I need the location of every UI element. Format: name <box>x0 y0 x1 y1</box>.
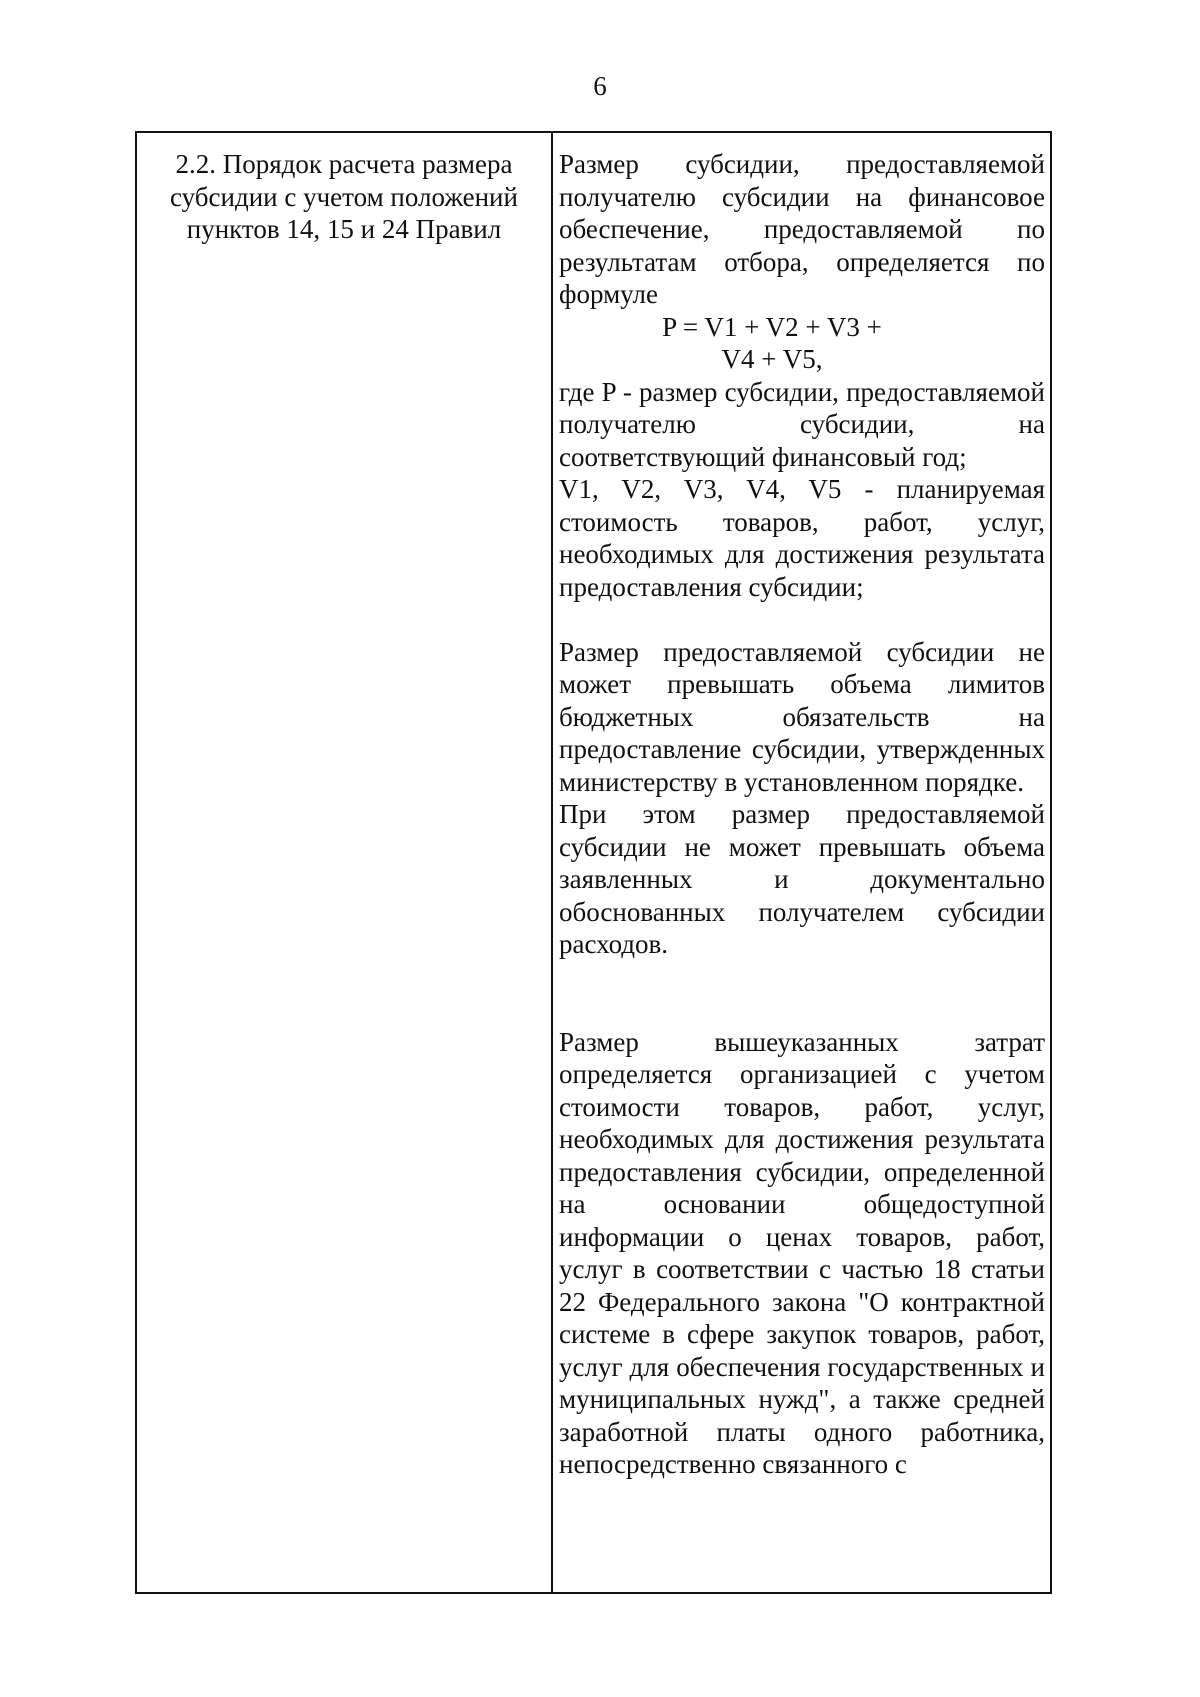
page-number: 6 <box>593 71 607 101</box>
definition-v-paragraph: V1, V2, V3, V4, V5 - планируемая стоимость товаров, работ, услуг, необходимых для достижения результата предоставления субсидии; <box>559 474 1045 602</box>
table-cell-section-title <box>137 133 553 1592</box>
definition-p-paragraph: где P - размер субсидии, предоставляемой получателю субсидии, на соответствующий финансовый год; <box>559 376 1045 472</box>
limit-paragraph: Размер предоставляемой субсидии не может превышать объема лимитов бюджетных обязательств на предоставление субсидии, утвержденных министерству в установленном порядке. <box>559 636 1045 797</box>
formula-intro-paragraph: Размер субсидии, предоставляемой получателю субсидии на финансовое обеспечение, предоставляемой по результатам отбора, определяется по формуле <box>559 149 1045 309</box>
table-cell-section-content <box>553 133 1050 1592</box>
section-label: 2.2. Порядок расчета размера субсидии с учетом положений пунктов 14, 15 и 24 Правил <box>170 149 518 244</box>
spacer <box>559 961 1045 1026</box>
formula-line-2: V4 + V5, <box>721 344 823 374</box>
spacer <box>559 603 1045 636</box>
costs-paragraph: Размер вышеуказанных затрат определяется организацией с учетом стоимости товаров, работ, услуг, необходимых для достижения результата предоставления субсидии, определенной на основании общедоступной информации о ценах товаров, работ, услуг в соответствии с частью 18 статьи 22 Федерального закона "О контрактной системе в сфере закупок товаров, работ, услуг для обеспечения государственных и муниципальных нужд", а также средней заработной платы одного работника, непосредственно связанного с <box>559 1026 1045 1479</box>
formula-line-1: P = V1 + V2 + V3 + <box>662 311 882 342</box>
document-table <box>135 131 1052 1594</box>
claimed-expenses-paragraph: При этом размер предоставляемой субсидии не может превышать объема заявленных и документально обоснованных получателем субсидии расходов. <box>559 799 1045 959</box>
